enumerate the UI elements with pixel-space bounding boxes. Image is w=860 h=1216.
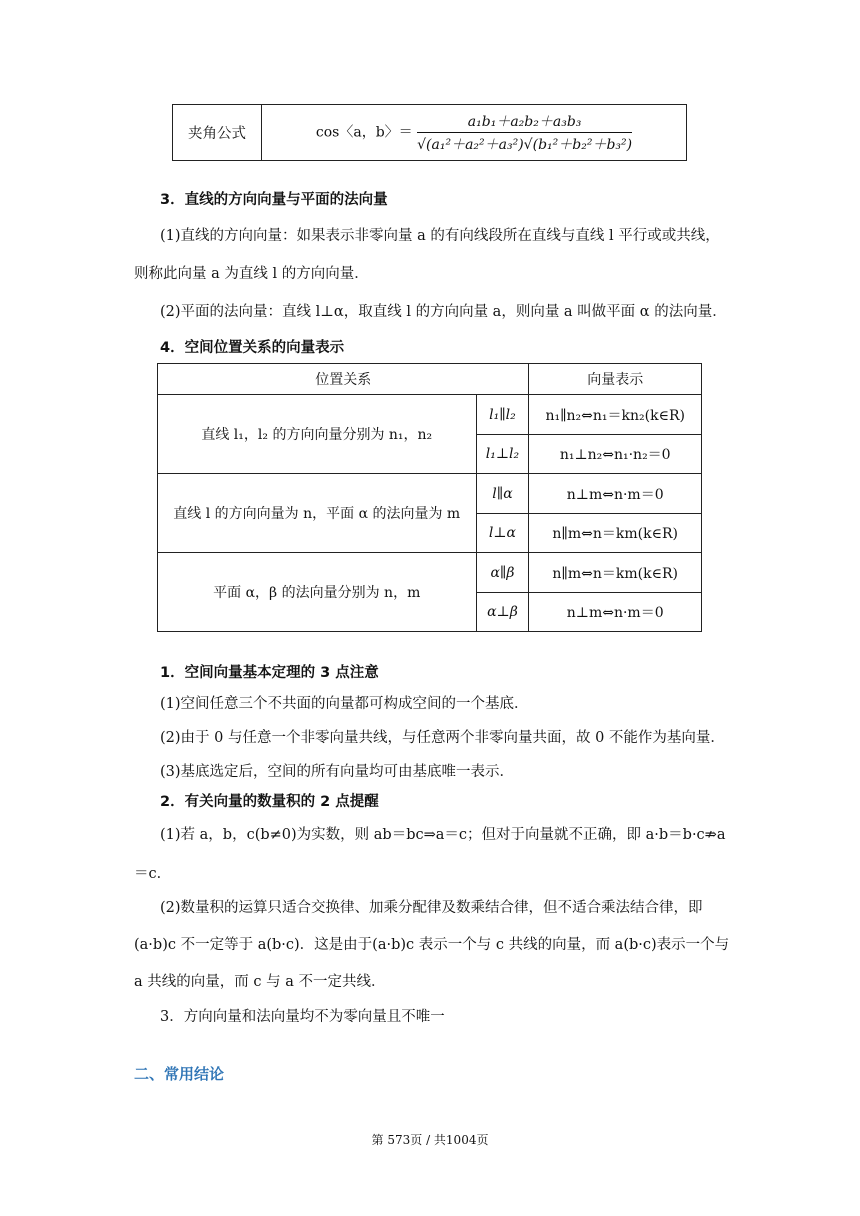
group2-rel1: l∥α (476, 474, 529, 514)
formula-table (172, 104, 687, 161)
section3-title: 3．直线的方向向量与平面的法向量 (160, 192, 388, 208)
section3-p2: (2)平面的法向量：直线 l⊥α，取直线 l 的方向向量 a，则向量 a 叫做平面 α 的法向量． (160, 304, 727, 320)
group1-rel2: l₁⊥l₂ (476, 435, 529, 474)
group2-rel2: l⊥α (476, 514, 529, 553)
formula-lhs: cos〈a，b〉＝ (315, 124, 413, 141)
group1-vec2: n₁⊥n₂⇔n₁·n₂＝0 (529, 435, 702, 474)
notes2-p1-line2: ＝c． (134, 866, 172, 882)
header-relation: 位置关系 (158, 364, 529, 395)
group2-vec1: n⊥m⇔n·m＝0 (529, 474, 702, 514)
notes2-title: 2．有关向量的数量积的 2 点提醒 (160, 794, 379, 810)
relation-table (157, 363, 702, 632)
formula-fraction (417, 111, 632, 154)
group1-rel1: l₁∥l₂ (476, 395, 529, 435)
group3-desc: 平面 α，β 的法向量分别为 n，m (158, 553, 477, 632)
formula-label: 夹角公式 (173, 105, 262, 161)
group1-vec1: n₁∥n₂⇔n₁＝kn₂(k∈R) (529, 395, 702, 435)
formula-cell (262, 105, 687, 161)
notes1-title: 1．空间向量基本定理的 3 点注意 (160, 665, 379, 681)
section3-p1-line2: 则称此向量 a 为直线 l 的方向向量． (134, 266, 369, 282)
section3-p1-line1: (1)直线的方向向量：如果表示非零向量 a 的有向线段所在直线与直线 l 平行或或共线， (160, 228, 720, 244)
header-vector: 向量表示 (529, 364, 702, 395)
notes2-p2-line1: (2)数量积的运算只适合交换律、加乘分配律及数乘结合律，但不适合乘法结合律，即 (160, 900, 703, 916)
page-footer: 第 573页 / 共1004页 (371, 1133, 489, 1147)
section4-title: 4．空间位置关系的向量表示 (160, 340, 345, 356)
group3-vec2: n⊥m⇔n·m＝0 (529, 593, 702, 632)
notes2-p1-line1: (1)若 a，b，c(b≠0)为实数，则 ab＝bc⇒a＝c；但对于向量就不正确，即 a·b＝b·c⇏a (160, 827, 726, 843)
group2-vec2: n∥m⇔n＝km(k∈R) (529, 514, 702, 553)
note3: 3．方向向量和法向量均不为零向量且不唯一 (160, 1009, 445, 1025)
group1-desc: 直线 l₁，l₂ 的方向向量分别为 n₁，n₂ (158, 395, 477, 474)
formula-numerator: a₁b₁＋a₂b₂＋a₃b₃ (417, 111, 632, 133)
group3-rel1: α∥β (476, 553, 529, 593)
notes1-item3: (3)基底选定后，空间的所有向量均可由基底唯一表示． (160, 764, 515, 780)
group2-desc: 直线 l 的方向向量为 n，平面 α 的法向量为 m (158, 474, 477, 553)
notes1-item1: (1)空间任意三个不共面的向量都可构成空间的一个基底． (160, 696, 529, 712)
notes2-p2-line3: a 共线的向量，而 c 与 a 不一定共线． (134, 974, 386, 990)
notes2-p2-line2: (a·b)c 不一定等于 a(b·c)．这是由于(a·b)c 表示一个与 c 共线的向量，而 a(b·c)表示一个与 (134, 937, 730, 953)
formula-denominator: √(a₁²＋a₂²＋a₃²)√(b₁²＋b₂²＋b₃²) (417, 137, 633, 153)
conclusions-title: 二、常用结论 (134, 1065, 225, 1083)
notes1-item2: (2)由于 0 与任意一个非零向量共线，与任意两个非零向量共面，故 0 不能作为基向量． (160, 730, 725, 746)
group3-vec1: n∥m⇔n＝km(k∈R) (529, 553, 702, 593)
group3-rel2: α⊥β (476, 593, 529, 632)
